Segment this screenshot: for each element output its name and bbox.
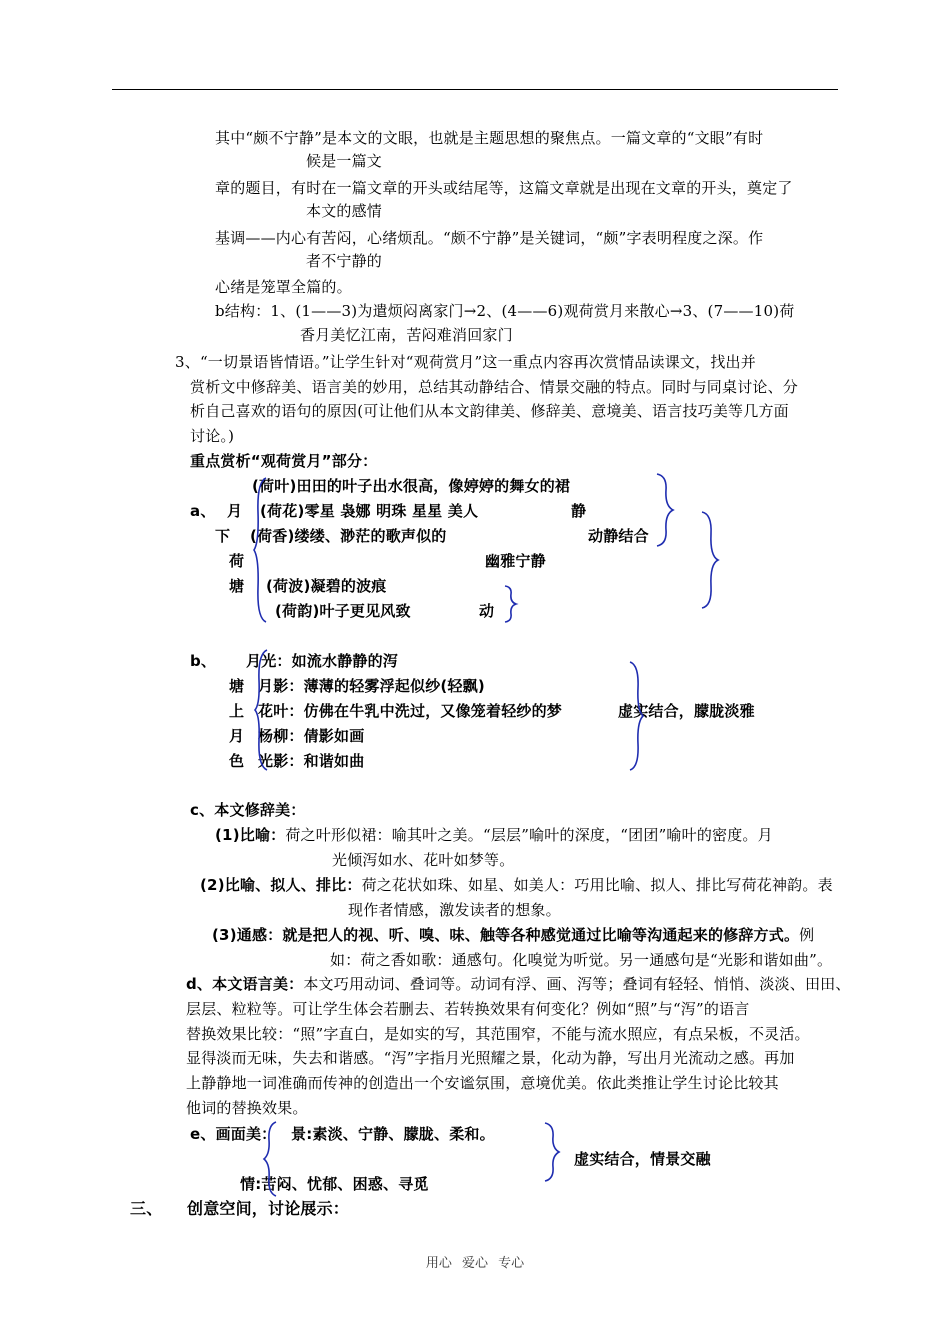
b-label: b、 — [190, 652, 217, 670]
d-line2: 层层、粒粒等。可让学生体会若删去、若转换效果有何变化？例如“照”与“泻”的语言 — [186, 1000, 750, 1018]
a-youya: 幽雅宁静 — [485, 552, 546, 570]
e-label: e、画面美： — [190, 1125, 277, 1143]
a-combine-brace — [700, 510, 722, 610]
a-row2: (荷花)零星 袅娜 明珠 星星 美人 — [260, 502, 479, 520]
para3-line1: 3、“一切景语皆情语。”让学生针对“观荷赏月”这一重点内容再次赏情品读课文，找出并 — [175, 353, 756, 371]
focus-title: 重点赏析“观荷赏月”部分： — [190, 452, 378, 470]
a-dynamic-brace — [503, 584, 519, 624]
a-row5: (荷韵)叶子更见风致 — [275, 602, 411, 620]
a-side-he: 荷 — [229, 552, 245, 570]
b-side2: 上 — [229, 702, 245, 720]
a-side-xia: 下 — [215, 527, 231, 545]
e-right-brace — [543, 1121, 563, 1183]
a-static-brace — [655, 472, 677, 548]
e-left-brace — [262, 1120, 280, 1198]
b-row1: 月光：如流水静静的泻 — [246, 652, 399, 670]
a-side-yue: 月 — [227, 502, 243, 520]
b-side1: 塘 — [229, 677, 245, 695]
c-item2-label: (2)比喻、拟人、排比： — [200, 876, 362, 894]
structure-line: b结构：1、(1——3)为遣烦闷离家门→2、(4——6)观荷赏月来散心→3、(7——10)荷 — [215, 302, 795, 320]
para1-line3-cont: 者不宁静的 — [306, 252, 383, 270]
structure-line-cont: 香月美忆江南，苦闷难消回家门 — [300, 326, 513, 344]
b-side4: 色 — [229, 752, 245, 770]
b-right-brace — [628, 660, 646, 772]
a-row1: (荷叶)田田的叶子出水很高，像婷婷的舞女的裙 — [252, 477, 571, 495]
a-label: a、 — [190, 502, 216, 520]
d-label: d、本文语言美： — [186, 975, 304, 993]
b-side3: 月 — [229, 727, 245, 745]
a-jing: 静 — [571, 502, 587, 520]
c-item1 — [215, 825, 773, 845]
d-line1 — [186, 974, 851, 994]
a-row4: (荷波)凝碧的波痕 — [266, 577, 387, 595]
d-line4: 显得淡而无味，失去和谐感。“泻”字指月光照耀之景，化动为静，写出月光流动之感。再加 — [186, 1049, 795, 1067]
para1-line2: 章的题目，有时在一篇文章的开头或结尾等，这篇文章就是出现在文章的开头，奠定了 — [215, 179, 793, 197]
a-dong: 动 — [479, 602, 495, 620]
a-side-tang: 塘 — [229, 577, 245, 595]
c-item3-text: 例 — [799, 926, 815, 944]
b-row3: 花叶：仿佛在牛乳中洗过，又像笼着轻纱的梦 — [258, 702, 563, 720]
b-summary: 虚实结合，朦胧淡雅 — [618, 702, 755, 720]
header-rule — [112, 89, 838, 90]
e-qing: 情:苦闷、忧郁、困惑、寻觅 — [240, 1175, 429, 1193]
d-line6: 他词的替换效果。 — [186, 1099, 308, 1117]
para3-line3: 析自己喜欢的语句的原因(可让他们从本文韵律美、修辞美、意境美、语言技巧美等几方面 — [190, 402, 789, 420]
para1-line1: 其中“颇不宁静”是本文的文眼，也就是主题思想的聚焦点。一篇文章的“文眼”有时 — [215, 129, 764, 147]
c-item3 — [212, 925, 814, 945]
c-title: c、本文修辞美： — [190, 801, 306, 819]
para1-line2-cont: 本文的感情 — [306, 202, 383, 220]
e-jing: 景:素淡、宁静、朦胧、柔和。 — [291, 1125, 495, 1143]
section3-title: 创意空间，讨论展示： — [187, 1199, 350, 1218]
para3-line2: 赏析文中修辞美、语言美的妙用，总结其动静结合、情景交融的特点。同时与同桌讨论、分 — [190, 378, 799, 396]
d-line1-text: 本文巧用动词、叠词等。动词有浮、画、泻等；叠词有轻轻、悄悄、淡淡、田田、 — [303, 975, 851, 993]
c-item1-text: 荷之叶形似裙：喻其叶之美。“层层”喻叶的深度，“团团”喻叶的密度。月 — [285, 826, 773, 844]
e-summary: 虚实结合，情景交融 — [574, 1150, 711, 1168]
b-row2: 月影：薄薄的轻雾浮起似纱(轻飘) — [258, 677, 485, 695]
c-item3-cont: 如：荷之香如歌：通感句。化嗅觉为听觉。另一通感句是“光影和谐如曲”。 — [330, 951, 833, 969]
a-left-brace — [252, 476, 270, 624]
a-dongjing: 动静结合 — [588, 527, 649, 545]
para1-line3: 基调——内心有苦闷，心绪烦乱。“颇不宁静”是关键词，“颇”字表明程度之深。作 — [215, 229, 764, 247]
c-item1-label: (1)比喻： — [215, 826, 286, 844]
para3-line4: 讨论。) — [190, 427, 235, 445]
b-row5: 光影：和谐如曲 — [258, 752, 365, 770]
section3-number: 三、 — [130, 1199, 163, 1218]
para1-line1-cont: 候是一篇文 — [306, 152, 383, 170]
b-left-brace — [253, 648, 271, 772]
d-line5: 上静静地一词准确而传神的创造出一个安谧氛围，意境优美。依此类推让学生讨论比较其 — [186, 1074, 779, 1092]
a-row3: (荷香)缕缕、渺茫的歌声似的 — [250, 527, 447, 545]
c-item2-text: 荷之花状如珠、如星、如美人：巧用比喻、拟人、排比写荷花神韵。表 — [361, 876, 833, 894]
d-line3: 替换效果比较：“照”字直白，是如实的写，其范围窄，不能与流水照应，有点呆板，不灵活。 — [186, 1025, 810, 1043]
page-footer: 用心 爱心 专心 — [425, 1256, 525, 1271]
c-item2-cont: 现作者情感，激发读者的想象。 — [348, 901, 561, 919]
b-row4: 杨柳：倩影如画 — [258, 727, 365, 745]
c-item2 — [200, 875, 833, 895]
c-item1-cont: 光倾泻如水、花叶如梦等。 — [332, 851, 515, 869]
para1-line4: 心绪是笼罩全篇的。 — [215, 278, 352, 296]
c-item3-label: (3)通感：就是把人的视、听、嗅、味、触等各种感觉通过比喻等沟通起来的修辞方式。 — [212, 926, 800, 944]
